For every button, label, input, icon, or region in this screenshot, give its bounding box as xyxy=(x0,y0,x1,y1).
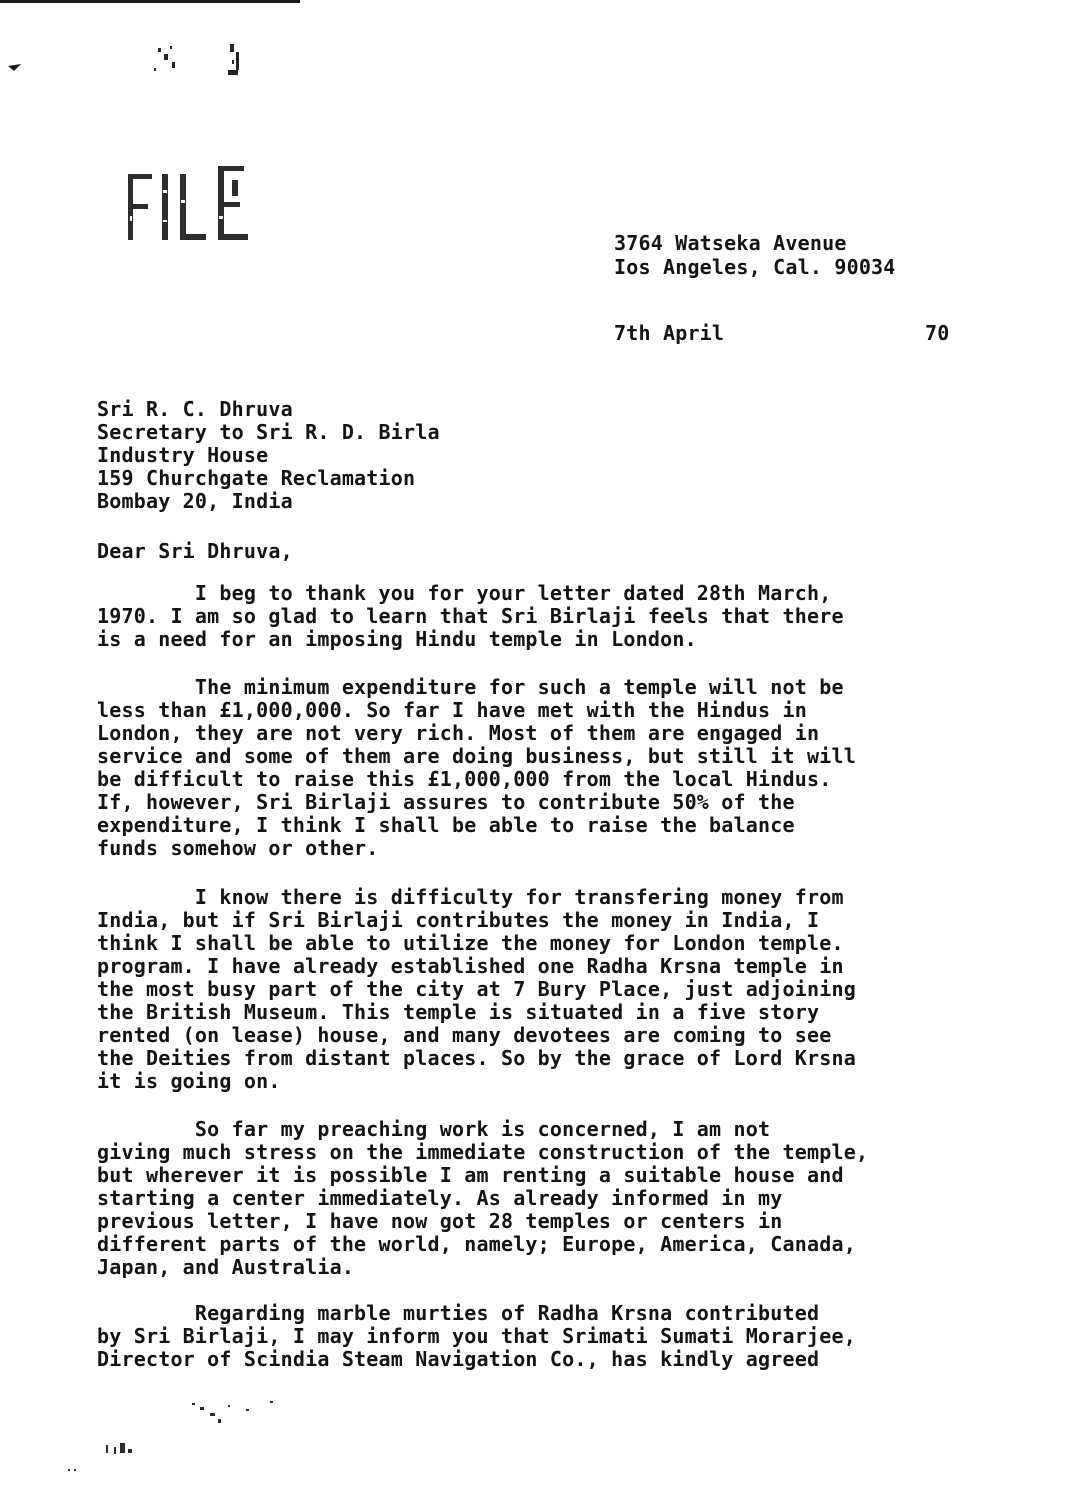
paragraph-2-line: If, however, Sri Birlaji assures to contribute 50% of the xyxy=(97,790,795,814)
paragraph-4-line: giving much stress on the immediate construction of the temple, xyxy=(97,1140,869,1164)
paragraph-5-line: by Sri Birlaji, I may inform you that Srimati Sumati Morarjee, xyxy=(97,1324,856,1348)
margin-mark xyxy=(8,64,22,72)
stamp-label: FILE xyxy=(122,160,125,161)
paragraph-3-line: program. I have already established one Radha Krsna temple in xyxy=(97,954,844,978)
paragraph-3-line: I know there is difficulty for transfering money from xyxy=(97,885,844,909)
paragraph-1-line: is a need for an imposing Hindu temple in London. xyxy=(97,627,697,651)
paragraph-3-line: the British Museum. This temple is situated in a five story xyxy=(97,1000,820,1024)
recipient-line: Bombay 20, India xyxy=(97,489,293,513)
paragraph-2-line: service and some of them are doing business, but still it will xyxy=(97,744,856,768)
sender-street: 3764 Watseka Avenue xyxy=(614,231,847,255)
paragraph-2-line: funds somehow or other. xyxy=(97,836,379,860)
recipient-line: Secretary to Sri R. D. Birla xyxy=(97,420,440,444)
paragraph-3-line: think I shall be able to utilize the money for London temple. xyxy=(97,931,844,955)
paragraph-5-line: Director of Scindia Steam Navigation Co., has kindly agreed xyxy=(97,1347,820,1371)
paragraph-4-line: So far my preaching work is concerned, I am not xyxy=(97,1117,771,1141)
date-year: 70 xyxy=(925,321,950,345)
paragraph-4-line: starting a center immediately. As already informed in my xyxy=(97,1186,783,1210)
paragraph-2-line: be difficult to raise this £1,000,000 from the local Hindus. xyxy=(97,767,832,791)
paragraph-4-line: Japan, and Australia. xyxy=(97,1255,355,1279)
paragraph-1-line: I beg to thank you for your letter dated 28th March, xyxy=(97,581,832,605)
paragraph-4-line: previous letter, I have now got 28 temples or centers in xyxy=(97,1209,783,1233)
paragraph-5-line: Regarding marble murties of Radha Krsna contributed xyxy=(97,1301,820,1325)
paragraph-3-line: the Deities from distant places. So by the grace of Lord Krsna xyxy=(97,1046,856,1070)
paragraph-3-line: the most busy part of the city at 7 Bury Place, just adjoining xyxy=(97,977,856,1001)
paragraph-4-line: but wherever it is possible I am renting a suitable house and xyxy=(97,1163,844,1187)
paragraph-2-line: expenditure, I think I shall be able to raise the balance xyxy=(97,813,795,837)
paragraph-3-line: India, but if Sri Birlaji contributes the money in India, I xyxy=(97,908,820,932)
date-day-month: 7th April xyxy=(614,321,725,345)
recipient-line: Sri R. C. Dhruva xyxy=(97,397,293,421)
paragraph-3-line: it is going on. xyxy=(97,1069,281,1093)
recipient-line: 159 Churchgate Reclamation xyxy=(97,466,416,490)
recipient-line: Industry House xyxy=(97,443,269,467)
sender-city: Ios Angeles, Cal. 90034 xyxy=(614,255,896,279)
paragraph-2-line: less than £1,000,000. So far I have met with the Hindus in xyxy=(97,698,807,722)
paragraph-4-line: different parts of the world, namely; Europe, America, Canada, xyxy=(97,1232,856,1256)
paragraph-2-line: London, they are not very rich. Most of them are engaged in xyxy=(97,721,820,745)
salutation: Dear Sri Dhruva, xyxy=(97,539,293,563)
paragraph-3-line: rented (on lease) house, and many devotees are coming to see xyxy=(97,1023,832,1047)
top-edge-rule xyxy=(0,0,300,3)
paragraph-1-line: 1970. I am so glad to learn that Sri Birlaji feels that there xyxy=(97,604,844,628)
file-stamp xyxy=(122,160,262,250)
scan-speckle-mark xyxy=(60,1395,300,1485)
paragraph-2-line: The minimum expenditure for such a temple will not be xyxy=(97,675,844,699)
scan-speckle-mark xyxy=(150,42,250,92)
